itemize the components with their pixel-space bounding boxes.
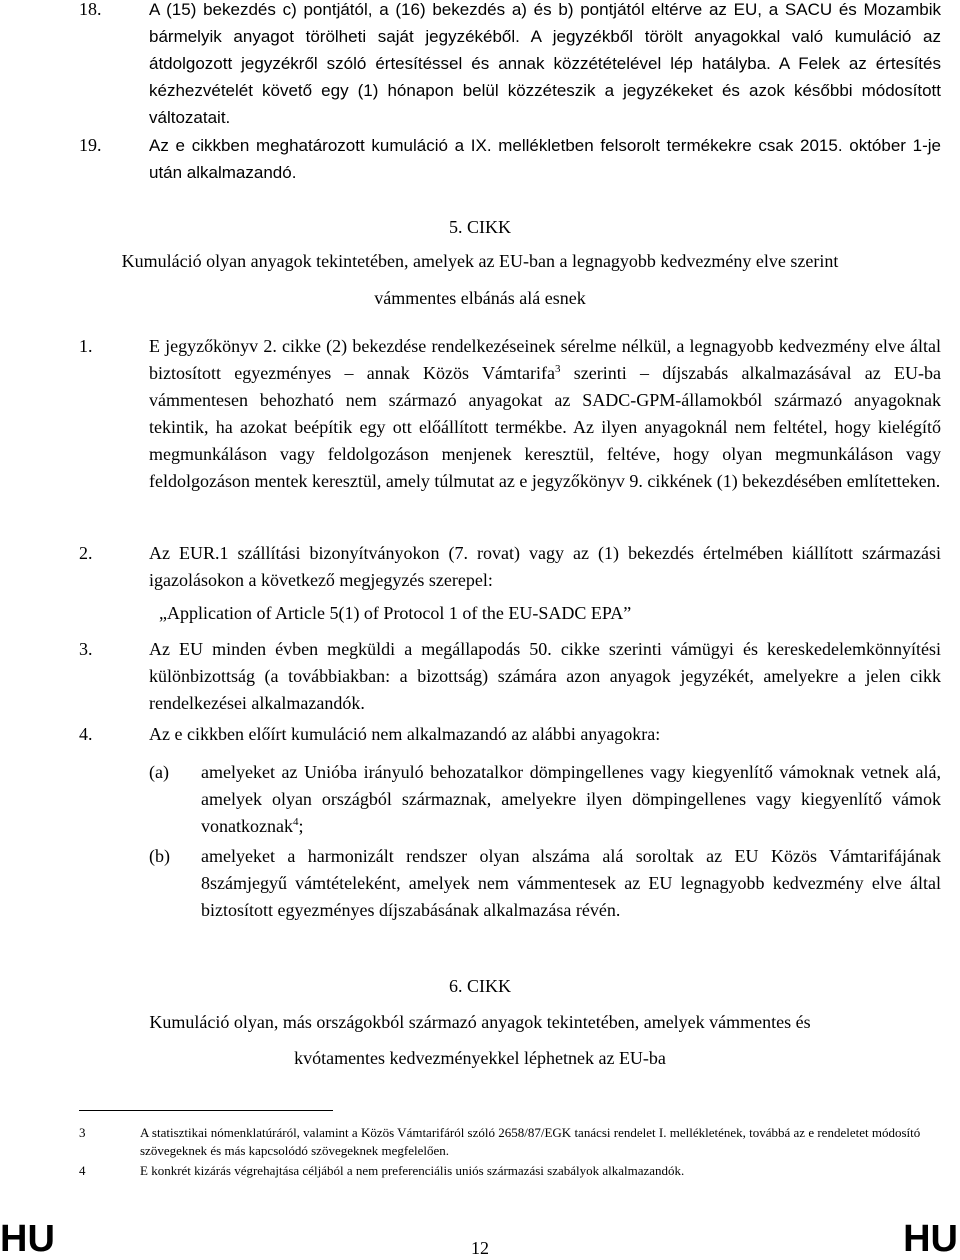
paragraph-text: A (15) bekezdés c) pontjától, a (16) bekezdés a) és b) pontjától eltérve az EU, a SACU és Mozambik bármelyik anyagot törölheti saját jegyzékéből. A jegyzékből törölt anyagokkal való kumuláció az átdolgozott jegyzékről szóló értesítéssel és annak közzétételével lép hatályba. A Felek az értesítés kézhezvételét követő egy (1) hónapon belül közzéteszik a jegyzékeket és azok későbbi módosított változatait. — [149, 0, 941, 127]
paragraph-number: 18. — [79, 0, 102, 19]
paragraph-text: Az e cikkben előírt kumuláció nem alkalmazandó az alábbi anyagokra: — [149, 724, 661, 744]
paragraph-text-part1: E jegyzőkönyv 2. cikke (2) bekezdése rendelkezéseinek sérelme nélkül, a legnagyobb kedvezmény elve által biztosított egyezményes – annak Közös Vámtarifa — [149, 336, 941, 383]
subpoint-label: (b) — [149, 846, 170, 866]
footnote-number: 4 — [79, 1163, 86, 1178]
article-6-heading: 6. CIKK — [449, 976, 511, 996]
article-5-heading: 5. CIKK — [449, 217, 511, 237]
page-number: 12 — [471, 1238, 489, 1258]
subpoint-text-part1: amelyeket az Unióba irányuló behozatalkor dömpingellenes vagy kiegyenlítő vámoknak vetnek alá, amelyek olyan országból származnak, amelyekre ilyen dömpingellenes vagy kiegyenlítő vámok vonatkoznak — [201, 762, 941, 836]
paragraph-text: Az EU minden évben megküldi a megállapodás 50. cikke szerinti vámügyi és kereskedelemkönnyítési különbizottság (a továbbiakban: a bizottság) számára azon anyagok jegyzékét, amelyekre a jelen cikk rendelkezései alkalmazandók. — [149, 639, 941, 713]
subpoint-text: amelyeket a harmonizált rendszer olyan alszáma alá soroltak az EU Közös Vámtarifájának 8számjegyű vámtételeként, amelyek nem vámmentesek az EU legnagyobb kedvezmény elve által biztosított egyezményes díjszabásának alkalmazása révén. — [201, 846, 941, 920]
footnote-number: 3 — [79, 1125, 86, 1140]
paragraph-text-part2: szerinti – díjszabás alkalmazásával az EU-ba vámmentesen behozható nem származó anyagokat az SADC-GPM-államokból származó anyagoknak tekintik, ha azokat beépítik egy ott előállított termékbe. Az ilyen anyagoknál nem feltétel, hogy kielégítő megmunkáláson vagy feldolgozáson menjenek keresztül, feltéve, hogy olyan megmunkáláson vagy feldolgozáson mentek keresztül, amely túlmutat az e jegyzőkönyv 9. cikkének (1) bekezdésében említetteken. — [149, 363, 941, 491]
subpoint-text — [201, 759, 941, 840]
article-5-title-line2: vámmentes elbánás alá esnek — [374, 288, 586, 308]
article-5-paragraph-4-b — [149, 843, 941, 924]
footnote-4 — [79, 1162, 941, 1180]
article-6-title-line2: kvótamentes kedvezményekkel léphetnek az EU-ba — [294, 1048, 666, 1068]
paragraph-number: 4. — [79, 724, 93, 744]
paragraph-number: 1. — [79, 336, 93, 356]
paragraph-number: 2. — [79, 543, 93, 563]
article-5-paragraph-4 — [79, 721, 941, 748]
paragraph-number: 3. — [79, 639, 93, 659]
article-5-paragraph-2 — [79, 540, 941, 594]
language-code-left: HU — [0, 1218, 55, 1260]
language-code-right: HU — [903, 1218, 958, 1260]
paragraph-text: Az EUR.1 szállítási bizonyítványokon (7. rovat) vagy az (1) bekezdés értelmében kiállított származási igazolásokon a következő megjegyzés szerepel: — [149, 543, 941, 590]
article-5-paragraph-4-a — [149, 759, 941, 840]
footnote-3 — [79, 1124, 941, 1160]
article-5-paragraph-1 — [79, 333, 941, 495]
quote-text: „Application of Article 5(1) of Protocol 1 of the EU-SADC EPA” — [159, 603, 632, 623]
article-5-quote — [79, 600, 941, 627]
footnote-ref-3[interactable]: 3 — [554, 363, 561, 375]
article-5-title-line1: Kumuláció olyan anyagok tekintetében, amelyek az EU-ban a legnagyobb kedvezmény elve szerint — [121, 251, 839, 271]
subpoint-text-part2: ; — [298, 816, 304, 836]
paragraph-text: Az e cikkben meghatározott kumuláció a IX. mellékletben felsorolt termékekre csak 2015. október 1-je után alkalmazandó. — [149, 136, 941, 182]
footnote-text: A statisztikai nómenklatúráról, valamint a Közös Vámtarifáról szóló 2658/87/EGK tanácsi rendelet I. mellékletének, továbbá az e rendeletet módosító szövegeknek és más kapcsolódó szövegeknek megfelelően. — [140, 1125, 921, 1158]
footnote-text: E konkrét kizárás végrehajtása céljából a nem preferenciális uniós származási szabályok alkalmazandók. — [140, 1163, 685, 1178]
paragraph-text — [149, 333, 941, 495]
subpoint-label: (a) — [149, 762, 169, 782]
article-6-title-line1: Kumuláció olyan, más országokból származó anyagok tekintetében, amelyek vámmentes és — [149, 1012, 811, 1032]
footnote-ref-4[interactable]: 4 — [292, 816, 299, 828]
paragraph-number: 19. — [79, 135, 102, 155]
paragraph-19 — [79, 132, 941, 186]
footnote-separator — [79, 1110, 333, 1111]
article-5-paragraph-3 — [79, 636, 941, 717]
paragraph-18 — [79, 0, 941, 131]
